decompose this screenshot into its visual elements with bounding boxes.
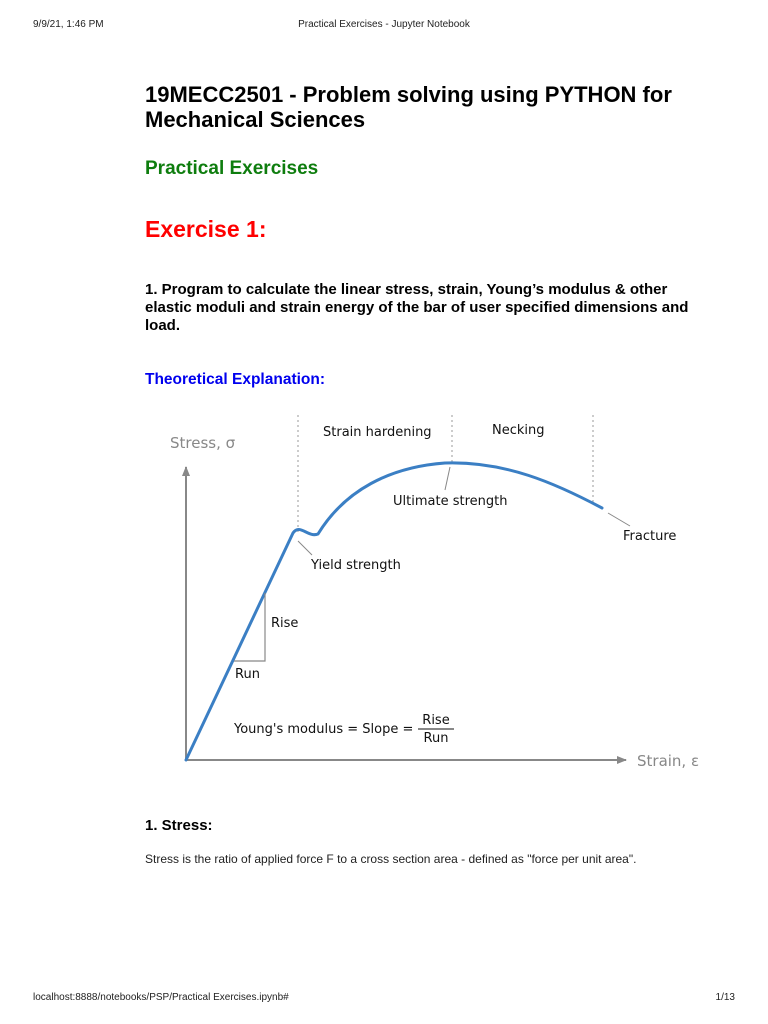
page-title: 19MECC2501 - Problem solving using PYTHON for Mechanical Sciences <box>145 82 672 132</box>
youngs-modulus-equation: Young's modulus = Slope = <box>234 722 414 737</box>
region-strain-hardening-label: Strain hardening <box>323 425 432 440</box>
fraction-numerator: Rise <box>422 713 450 728</box>
problem-statement: 1. Program to calculate the linear stress, strain, Young’s modulus & other elastic moduli and strain energy of the bar of user specified dimensions and load. <box>145 281 689 334</box>
exercise-heading: Exercise 1: <box>145 216 267 242</box>
stress-section-heading: 1. Stress: <box>145 817 213 834</box>
fraction-denominator: Run <box>423 731 449 746</box>
print-page-title: Practical Exercises - Jupyter Notebook <box>298 19 470 30</box>
print-page-number: 1/13 <box>715 992 735 1003</box>
y-axis-label: Stress, σ <box>170 434 236 452</box>
ultimate-strength-label: Ultimate strength <box>393 494 508 509</box>
x-axis-label: Strain, ε <box>637 752 700 770</box>
fracture-leader <box>608 513 630 526</box>
print-url: localhost:8888/notebooks/PSP/Practical Exercises.ipynb# <box>33 992 289 1003</box>
stress-strain-diagram <box>160 405 720 775</box>
rise-label: Rise <box>271 616 299 631</box>
region-necking-label: Necking <box>492 423 545 438</box>
theory-heading: Theoretical Explanation: <box>145 371 326 388</box>
fracture-label: Fracture <box>623 529 677 544</box>
print-datetime: 9/9/21, 1:46 PM <box>33 19 104 30</box>
run-label: Run <box>235 667 260 682</box>
subtitle: Practical Exercises <box>145 158 319 179</box>
stress-definition-text: Stress is the ratio of applied force F to a cross section area - defined as "force per unit area". <box>145 852 637 866</box>
yield-leader <box>298 541 312 555</box>
ultimate-leader <box>445 467 450 490</box>
yield-strength-label: Yield strength <box>311 558 401 573</box>
